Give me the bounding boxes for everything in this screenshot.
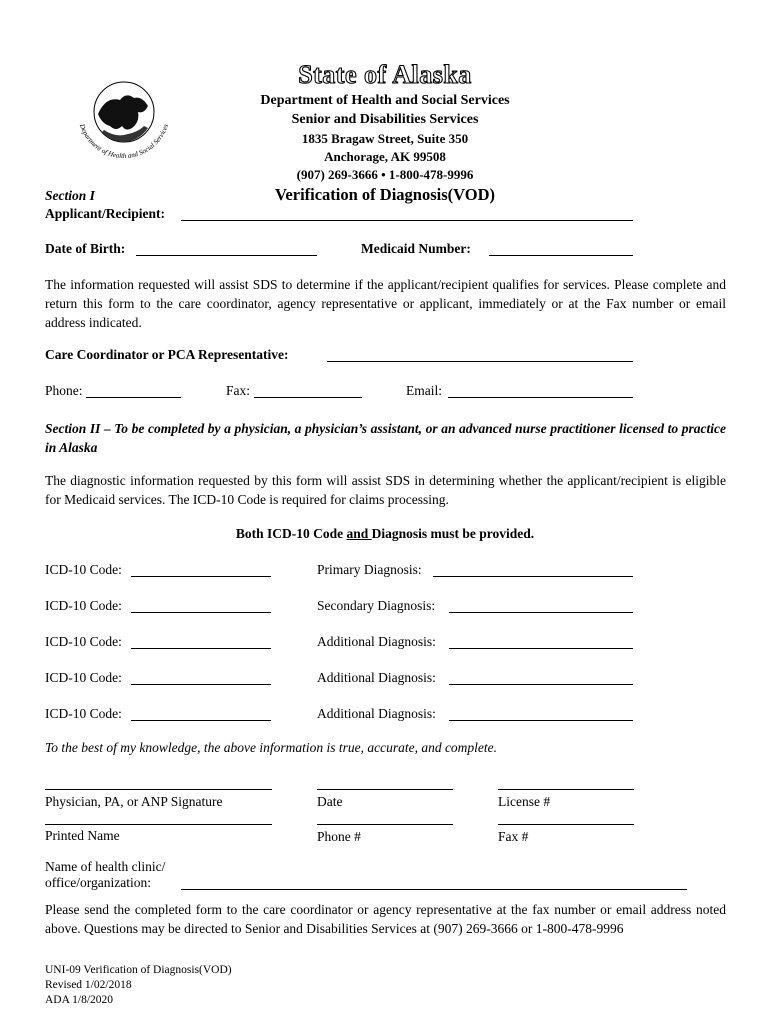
medicaid-label: Medicaid Number: [361,241,471,256]
medicaid-field[interactable] [489,255,633,256]
date-field[interactable] [317,789,453,790]
icd-row-1-diag-field[interactable] [433,576,633,577]
seal-bottom-text: Department of Health and Social Services [77,122,171,161]
clinic-label-line1: Name of health clinic/ [45,859,166,874]
icd-row-4-code-field[interactable] [131,684,271,685]
icd-row-4-diag-field[interactable] [449,684,633,685]
closing-text: Please send the completed form to the care coordinator or agency representative at the fax number or email address noted above. Questions may be directed to Senior and Disabilities Services at (907) 269-3666 or 1-800-478-9996 [45,902,726,936]
form-title: Verification of Diagnosis(VOD) [275,185,495,204]
printed-name-label: Printed Name [45,828,120,843]
license-label: License # [498,794,551,809]
icd-row-1-code-field[interactable] [131,576,271,577]
attestation-text: To the best of my knowledge, the above information is true, accurate, and complete. [45,740,498,755]
dob-field[interactable] [136,255,317,256]
applicant-field[interactable] [181,220,633,221]
icd-row-5-diag-field[interactable] [449,720,633,721]
state-title: State of Alaska [298,60,472,89]
icd-row-3-diag-label: Additional Diagnosis: [317,634,436,649]
icd-row-2-diag-label: Secondary Diagnosis: [317,598,436,613]
section2-intro: The diagnostic information requested by this form will assist SDS in determining whether the applicant/recipient is eligible for Medicaid services. The ICD-10 Code is required for claims processing. [45,473,726,507]
division-name: Senior and Disabilities Services [291,112,479,127]
footer-revised: Revised 1/02/2018 [45,979,132,991]
coordinator-label: Care Coordinator or PCA Representative: [45,347,289,362]
phone2-field[interactable] [317,824,453,825]
seal-top-text [68,56,151,59]
section1-label: Section I [45,188,95,203]
icd-row-4-code-label: ICD-10 Code: [45,670,122,685]
license-field[interactable] [498,789,634,790]
clinic-field[interactable] [181,889,687,890]
phone-label: Phone: [45,383,83,398]
footer-form-id: UNI-09 Verification of Diagnosis(VOD) [45,964,232,976]
phone-field[interactable] [86,397,181,398]
icd-row-3-code-field[interactable] [131,648,271,649]
signature-label: Physician, PA, or ANP Signature [45,794,223,809]
icd-row-2-code-field[interactable] [131,612,271,613]
department-name: Department of Health and Social Services [260,93,510,108]
icd-row-5-code-label: ICD-10 Code: [45,706,122,721]
requirement-pre: Both ICD-10 Code [235,526,347,541]
printed-name-field[interactable] [45,824,272,825]
icd-row-1-code-label: ICD-10 Code: [45,562,122,577]
signature-field[interactable] [45,789,272,790]
date-label: Date [317,794,343,809]
dob-label: Date of Birth: [45,241,126,256]
phone2-label: Phone # [317,829,361,844]
city-address: Anchorage, AK 99508 [324,149,446,164]
icd-row-3-code-label: ICD-10 Code: [45,634,122,649]
fax2-field[interactable] [498,824,634,825]
icd-row-1-diag-label: Primary Diagnosis: [317,562,422,577]
icd-row-5-code-field[interactable] [131,720,271,721]
fax2-label: Fax # [498,829,529,844]
icd-row-2-code-label: ICD-10 Code: [45,598,122,613]
icd-row-5-diag-label: Additional Diagnosis: [317,706,436,721]
fax-label: Fax: [226,383,251,398]
clinic-label-line2: office/organization: [45,875,151,890]
fax-field[interactable] [254,397,362,398]
applicant-label: Applicant/Recipient: [45,206,165,221]
street-address: 1835 Bragaw Street, Suite 350 [301,131,469,146]
section1-intro: The information requested will assist SDS to determine if the applicant/recipient qualifies for services. Please complete and return this form to the care coordinator, agency representative or applicant, immediately or at the Fax number or email address indicated. [45,277,726,330]
coordinator-field[interactable] [327,361,633,362]
icd-row-3-diag-field[interactable] [449,648,633,649]
requirement-note [0,526,770,542]
email-field[interactable] [448,397,633,398]
email-label: Email: [406,383,442,398]
icd-row-4-diag-label: Additional Diagnosis: [317,670,436,685]
requirement-post: Diagnosis must be provided. [371,526,535,541]
section2-heading: Section II – To be completed by a physician, a physician’s assistant, or an advanced nurse practitioner licensed to practice in Alaska [45,421,726,455]
phone-numbers: (907) 269-3666 • 1-800-478-9996 [296,167,474,182]
icd-row-2-diag-field[interactable] [449,612,633,613]
footer-ada: ADA 1/8/2020 [45,994,114,1006]
requirement-and: and [346,526,372,541]
